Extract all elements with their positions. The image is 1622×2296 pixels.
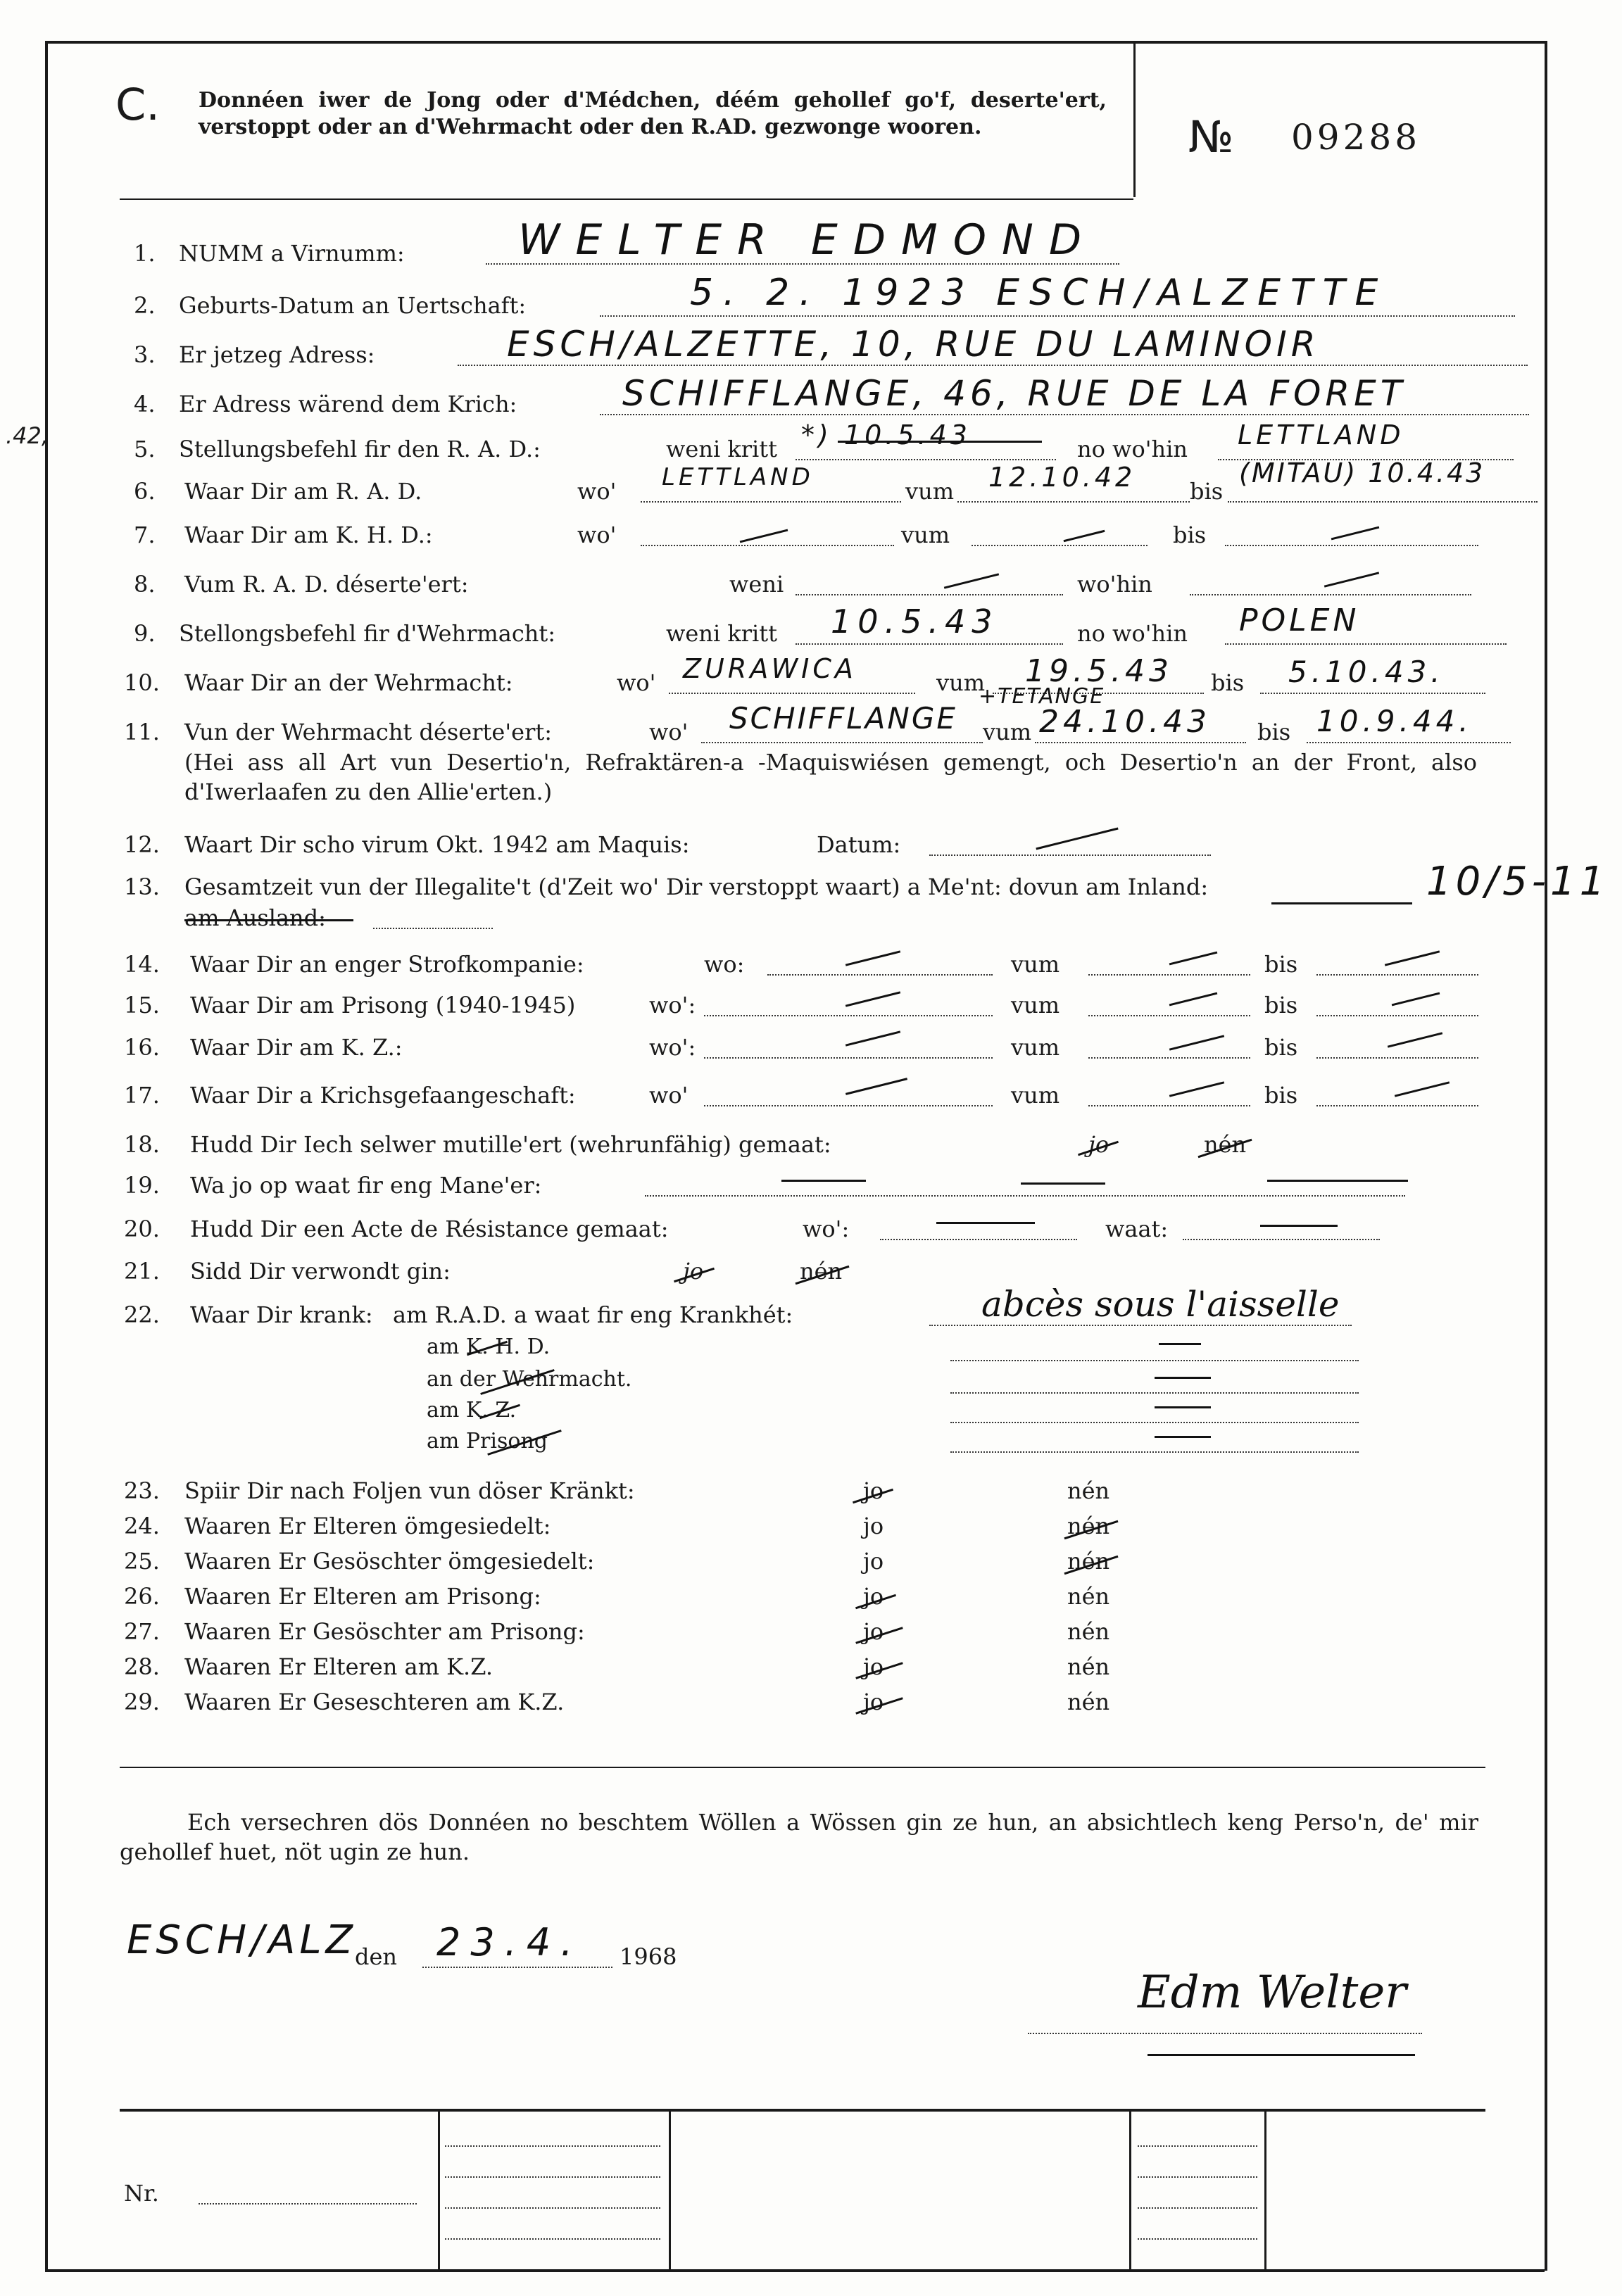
q5-label: Stellungsbefehl fir den R. A. D.: xyxy=(179,436,541,462)
q22-answer[interactable]: abcès sous l'aisselle xyxy=(981,1284,1340,1325)
q29-label: Waaren Er Geseschteren am K.Z. xyxy=(184,1689,565,1715)
q19-dash-3 xyxy=(1267,1180,1408,1182)
margin-note: .42, xyxy=(6,422,49,449)
q23-no[interactable]: nén xyxy=(1067,1477,1110,1504)
footer-col-2 xyxy=(669,2110,671,2269)
q24-yes[interactable]: jo xyxy=(863,1513,884,1539)
q9-when-label: weni kritt xyxy=(666,620,777,647)
q4-answer[interactable]: SCHIFFLANGE, 46, RUE DE LA FORET xyxy=(622,373,1407,414)
q6-to-label: bis xyxy=(1190,478,1224,505)
q25-yes[interactable]: jo xyxy=(863,1548,884,1575)
q6-from-answer[interactable]: 12.10.42 xyxy=(988,462,1136,493)
q14-where-label: wo: xyxy=(704,951,745,978)
q10-to-answer[interactable]: 5.10.43. xyxy=(1288,655,1445,689)
q17-where-line xyxy=(704,1105,993,1106)
q7-number: 7. xyxy=(134,522,156,548)
signature-line xyxy=(1028,2033,1422,2034)
place[interactable]: ESCH/ALZ xyxy=(127,1917,357,1963)
q9-label: Stellongsbefehl fir d'Wehrmacht: xyxy=(179,620,555,647)
footer-c1-line-4 xyxy=(445,2238,660,2240)
q8-when-label: weni xyxy=(729,571,784,598)
q14-to-label: bis xyxy=(1264,951,1298,978)
q8-where-label: wo'hin xyxy=(1077,571,1152,598)
q27-no[interactable]: nén xyxy=(1067,1618,1110,1645)
q13-number: 13. xyxy=(124,873,160,900)
q20-what-line xyxy=(1183,1239,1380,1240)
q9-where-answer[interactable]: POLEN xyxy=(1239,603,1360,638)
q16-label: Waar Dir am K. Z.: xyxy=(190,1034,403,1061)
footer-nr-label: Nr. xyxy=(124,2180,159,2207)
q14-label: Waar Dir an enger Strofkompanie: xyxy=(190,951,584,978)
q7-to-line xyxy=(1225,545,1478,546)
q15-where-line xyxy=(704,1015,993,1016)
q26-number: 26. xyxy=(124,1583,160,1610)
q22-line-wehrmacht xyxy=(950,1392,1359,1394)
q20-what-dash xyxy=(1260,1225,1338,1227)
q24-label: Waaren Er Elteren ömgesiedelt: xyxy=(184,1513,551,1539)
q20-label: Hudd Dir een Acte de Résistance gemaat: xyxy=(190,1216,669,1242)
q19-number: 19. xyxy=(124,1172,160,1199)
q6-where-answer[interactable]: LETTLAND xyxy=(662,463,814,491)
q1-label: NUMM a Virnumm: xyxy=(179,240,405,267)
q21-label: Sidd Dir verwondt gin: xyxy=(190,1258,451,1285)
q3-line xyxy=(458,365,1528,366)
q22-kz-dash xyxy=(1155,1406,1211,1408)
q28-label: Waaren Er Elteren am K.Z. xyxy=(184,1653,493,1680)
q27-yes[interactable]: jo xyxy=(863,1618,884,1645)
q10-label: Waar Dir an der Wehrmacht: xyxy=(184,669,513,696)
q20-where-dash xyxy=(936,1222,1035,1224)
q25-label: Waaren Er Gesöschter ömgesiedelt: xyxy=(184,1548,595,1575)
q6-where-line xyxy=(641,501,901,503)
q24-number: 24. xyxy=(124,1513,160,1539)
q22-sub-wehrmacht: an der Wehrmacht. xyxy=(427,1367,632,1392)
q11-to-label: bis xyxy=(1257,719,1291,745)
footer-c1-line-1 xyxy=(445,2145,660,2147)
q14-from-label: vum xyxy=(1011,951,1060,978)
q4-label: Er Adress wärend dem Krich: xyxy=(179,391,517,417)
q20-where-line xyxy=(880,1239,1077,1240)
q11-from-answer[interactable]: 24.10.43 xyxy=(1039,704,1211,740)
q14-where-line xyxy=(767,974,993,976)
date-line xyxy=(422,1967,612,1968)
q20-what-label: waat: xyxy=(1105,1216,1169,1242)
q26-label: Waaren Er Elteren am Prisong: xyxy=(184,1583,541,1610)
q12-label: Waart Dir scho virum Okt. 1942 am Maquis: xyxy=(184,831,690,858)
q19-label: Wa jo op waat fir eng Mane'er: xyxy=(190,1172,542,1199)
q8-label: Vum R. A. D. déserte'ert: xyxy=(184,571,469,598)
q11-where-answer[interactable]: SCHIFFLANGE xyxy=(729,701,957,736)
q9-where-line xyxy=(1225,643,1507,645)
q21-no[interactable]: nén xyxy=(800,1258,843,1285)
q14-number: 14. xyxy=(124,951,160,978)
q5-when-line xyxy=(796,459,1056,460)
header-rule xyxy=(120,198,1133,200)
declaration-rule xyxy=(120,1767,1485,1768)
q10-number: 10. xyxy=(124,669,160,696)
q22-khd-dash xyxy=(1159,1343,1201,1345)
q8-when-line xyxy=(796,594,1063,595)
q22-label: Waar Dir krank: xyxy=(190,1301,373,1328)
signature-underline xyxy=(1148,2054,1415,2056)
q17-from-line xyxy=(1088,1105,1250,1106)
q22-line-khd xyxy=(950,1360,1359,1361)
footer-col-4 xyxy=(1264,2110,1266,2269)
q15-where-label: wo': xyxy=(649,992,696,1018)
q22-line-rad xyxy=(929,1325,1352,1326)
q7-where-label: wo' xyxy=(577,522,617,548)
q28-yes[interactable]: jo xyxy=(863,1653,884,1680)
q11-from-line xyxy=(1035,742,1246,743)
q29-no[interactable]: nén xyxy=(1067,1689,1110,1715)
q6-from-label: vum xyxy=(905,478,955,505)
q20-number: 20. xyxy=(124,1216,160,1242)
q11-note: (Hei ass all Art vun Desertio'n, Refraktären-a -Maquiswiésen gemengt, och Desertio'n an der Front, also d'Iwerlaafen zu den Allie'erten.) xyxy=(184,749,1477,805)
q23-number: 23. xyxy=(124,1477,160,1504)
q5-when-label: weni kritt xyxy=(666,436,777,462)
q25-number: 25. xyxy=(124,1548,160,1575)
q28-no[interactable]: nén xyxy=(1067,1653,1110,1680)
q22-sub-kz: am K. Z. xyxy=(427,1398,517,1423)
q14-to-line xyxy=(1316,974,1478,976)
q16-where-line xyxy=(704,1057,993,1059)
footer-c3-line-4 xyxy=(1138,2238,1257,2240)
number-symbol: № xyxy=(1188,111,1234,163)
q10-from-label: vum xyxy=(936,669,986,696)
q6-to-answer[interactable]: (MITAU) 10.4.43 xyxy=(1239,458,1485,488)
q6-label: Waar Dir am R. A. D. xyxy=(184,478,422,505)
q25-no[interactable]: nén xyxy=(1067,1548,1110,1575)
q6-from-line xyxy=(957,501,1190,503)
q16-to-line xyxy=(1316,1057,1478,1059)
q2-line xyxy=(600,315,1515,317)
q23-yes[interactable]: jo xyxy=(863,1477,884,1504)
footer-c1-line-3 xyxy=(445,2207,660,2209)
q22-number: 22. xyxy=(124,1301,160,1328)
q17-where-label: wo' xyxy=(649,1082,689,1109)
q11-to-answer[interactable]: 10.9.44. xyxy=(1316,704,1473,738)
q9-when-line xyxy=(796,643,1063,645)
q7-label: Waar Dir am K. H. D.: xyxy=(184,522,433,548)
q10-where-label: wo' xyxy=(617,669,656,696)
q18-yes[interactable]: jo xyxy=(1088,1131,1109,1158)
q17-label: Waar Dir a Krichsgefaangeschaft: xyxy=(190,1082,576,1109)
q10-to-line xyxy=(1260,693,1485,694)
q11-where-line xyxy=(701,742,983,743)
q5-when-answer[interactable]: *) 10.5.43 xyxy=(801,420,971,450)
footer-col-3 xyxy=(1129,2110,1131,2269)
q5-strike xyxy=(838,441,1042,443)
q11-label: Vun der Wehrmacht déserte'ert: xyxy=(184,719,552,745)
q8-number: 8. xyxy=(134,571,156,598)
q16-number: 16. xyxy=(124,1034,160,1061)
q27-label: Waaren Er Gesöschter am Prisong: xyxy=(184,1618,585,1645)
q22-prisong-dash xyxy=(1155,1436,1211,1438)
q15-number: 15. xyxy=(124,992,160,1018)
q12-date-label: Datum: xyxy=(817,831,901,858)
q7-to-label: bis xyxy=(1173,522,1207,548)
q18-label: Hudd Dir Iech selwer mutille'ert (wehrunfähig) gemaat: xyxy=(190,1131,831,1158)
q10-from-answer[interactable]: 19.5.43 xyxy=(1025,653,1173,689)
q15-to-line xyxy=(1316,1015,1478,1016)
q15-from-line xyxy=(1088,1015,1250,1016)
header-divider xyxy=(1133,44,1136,197)
q1-number: 1. xyxy=(134,240,156,267)
q22-wehrmacht-dash xyxy=(1155,1377,1211,1379)
den-label: den xyxy=(355,1943,398,1970)
frame-bottom-border xyxy=(45,2269,1545,2272)
q11-where-label: wo' xyxy=(649,719,689,745)
q22-line-prisong xyxy=(950,1451,1359,1453)
q3-number: 3. xyxy=(134,341,156,368)
q5-where-answer[interactable]: LETTLAND xyxy=(1238,420,1404,450)
q14-from-line xyxy=(1088,974,1250,976)
q3-answer[interactable]: ESCH/ALZETTE, 10, RUE DU LAMINOIR xyxy=(507,324,1320,365)
q12-number: 12. xyxy=(124,831,160,858)
form-title: Donnéen iwer de Jong oder d'Médchen, déém gehollef go'f, deserte'ert, verstoppt oder an d'Wehrmacht oder den R.AD. gezwonge wooren. xyxy=(199,88,1107,139)
q4-line xyxy=(600,414,1529,415)
q13-abroad-label: am Ausland: xyxy=(184,904,326,931)
q4-number: 4. xyxy=(134,391,156,417)
q26-no[interactable]: nén xyxy=(1067,1583,1110,1610)
q19-line xyxy=(645,1195,1405,1197)
q6-number: 6. xyxy=(134,478,156,505)
q19-dash-1 xyxy=(781,1180,866,1182)
q21-yes[interactable]: jo xyxy=(683,1258,704,1285)
footer-nr-line xyxy=(199,2203,417,2204)
q13-inland-answer[interactable]: 10/5-11 xyxy=(1426,859,1609,904)
q23-label: Spiir Dir nach Foljen vun döser Kränkt: xyxy=(184,1477,635,1504)
q22-sub-prisong: am Prisong xyxy=(427,1429,548,1453)
q29-yes[interactable]: jo xyxy=(863,1689,884,1715)
q16-to-label: bis xyxy=(1264,1034,1298,1061)
q21-number: 21. xyxy=(124,1258,160,1285)
year: 1968 xyxy=(620,1943,677,1970)
q28-number: 28. xyxy=(124,1653,160,1680)
q9-when-answer[interactable]: 10.5.43 xyxy=(831,603,999,641)
q16-from-line xyxy=(1088,1057,1250,1059)
q9-where-label: no wo'hin xyxy=(1077,620,1188,647)
q10-where-line xyxy=(669,693,915,694)
q18-no[interactable]: nén xyxy=(1204,1131,1247,1158)
q2-answer[interactable]: 5. 2. 1923 ESCH/ALZETTE xyxy=(690,272,1388,314)
q7-from-line xyxy=(972,545,1148,546)
q13-abroad-line xyxy=(373,928,493,929)
q9-number: 9. xyxy=(134,620,156,647)
q1-answer[interactable]: WELTER EDMOND xyxy=(518,215,1098,265)
footer-c3-line-3 xyxy=(1138,2207,1257,2209)
q24-no[interactable]: nén xyxy=(1067,1513,1110,1539)
declaration-text: Ech versechren dös Donnéen no beschtem Wöllen a Wössen gin ze hun, an absichtlech keng Perso'n, de' mir gehollef huet, nöt ugin ze hun. xyxy=(120,1809,1478,1865)
q15-label: Waar Dir am Prisong (1940-1945) xyxy=(190,992,576,1018)
q22-sub-rad: am R.A.D. a waat fir eng Krankhét: xyxy=(393,1301,793,1328)
q17-to-line xyxy=(1316,1105,1478,1106)
q8-where-line xyxy=(1190,594,1471,595)
q15-from-label: vum xyxy=(1011,992,1060,1018)
section-letter: C. xyxy=(115,79,160,130)
q7-from-label: vum xyxy=(901,522,950,548)
q17-to-label: bis xyxy=(1264,1082,1298,1109)
q6-to-line xyxy=(1228,501,1538,503)
q16-from-label: vum xyxy=(1011,1034,1060,1061)
q29-number: 29. xyxy=(124,1689,160,1715)
q2-label: Geburts-Datum an Uertschaft: xyxy=(179,292,527,319)
q15-to-label: bis xyxy=(1264,992,1298,1018)
q27-number: 27. xyxy=(124,1618,160,1645)
q16-where-label: wo': xyxy=(649,1034,696,1061)
q19-dash-2 xyxy=(1021,1182,1105,1185)
q11-from-label: vum xyxy=(983,719,1032,745)
date[interactable]: 23.4. xyxy=(436,1920,583,1964)
form-number: 09288 xyxy=(1291,117,1421,158)
q17-from-label: vum xyxy=(1011,1082,1060,1109)
footer-c1-line-2 xyxy=(445,2176,660,2178)
q7-where-line xyxy=(641,545,894,546)
q3-label: Er jetzeg Adress: xyxy=(179,341,375,368)
signature[interactable]: Edm Welter xyxy=(1138,1967,1407,2019)
q22-line-kz xyxy=(950,1422,1359,1423)
footer-col-1 xyxy=(438,2110,440,2269)
q2-number: 2. xyxy=(134,292,156,319)
q10-to-label: bis xyxy=(1211,669,1245,696)
footer-rule xyxy=(120,2109,1485,2112)
q11-number: 11. xyxy=(124,719,160,745)
q5-number: 5. xyxy=(134,436,156,462)
q12-line xyxy=(929,854,1211,856)
q13-abroad-strike xyxy=(184,919,353,921)
q18-number: 18. xyxy=(124,1131,160,1158)
q13-label: Gesamtzeit vun der Illegalite't (d'Zeit wo' Dir verstoppt waart) a Me'nt: dovun am Inland: xyxy=(184,873,1209,900)
q20-where-label: wo': xyxy=(803,1216,850,1242)
q26-yes[interactable]: jo xyxy=(863,1583,884,1610)
q13-inland-underline xyxy=(1271,902,1412,904)
q6-where-label: wo' xyxy=(577,478,617,505)
q17-number: 17. xyxy=(124,1082,160,1109)
footer-c3-line-2 xyxy=(1138,2176,1257,2178)
q11-where-extra[interactable]: +TETANGE xyxy=(979,684,1105,709)
q22-sub-khd: am K. H. D. xyxy=(427,1335,551,1359)
q5-where-label: no wo'hin xyxy=(1077,436,1188,462)
q10-where-answer[interactable]: ZURAWICA xyxy=(683,653,857,684)
footer-c3-line-1 xyxy=(1138,2145,1257,2147)
q11-to-line xyxy=(1307,742,1511,743)
